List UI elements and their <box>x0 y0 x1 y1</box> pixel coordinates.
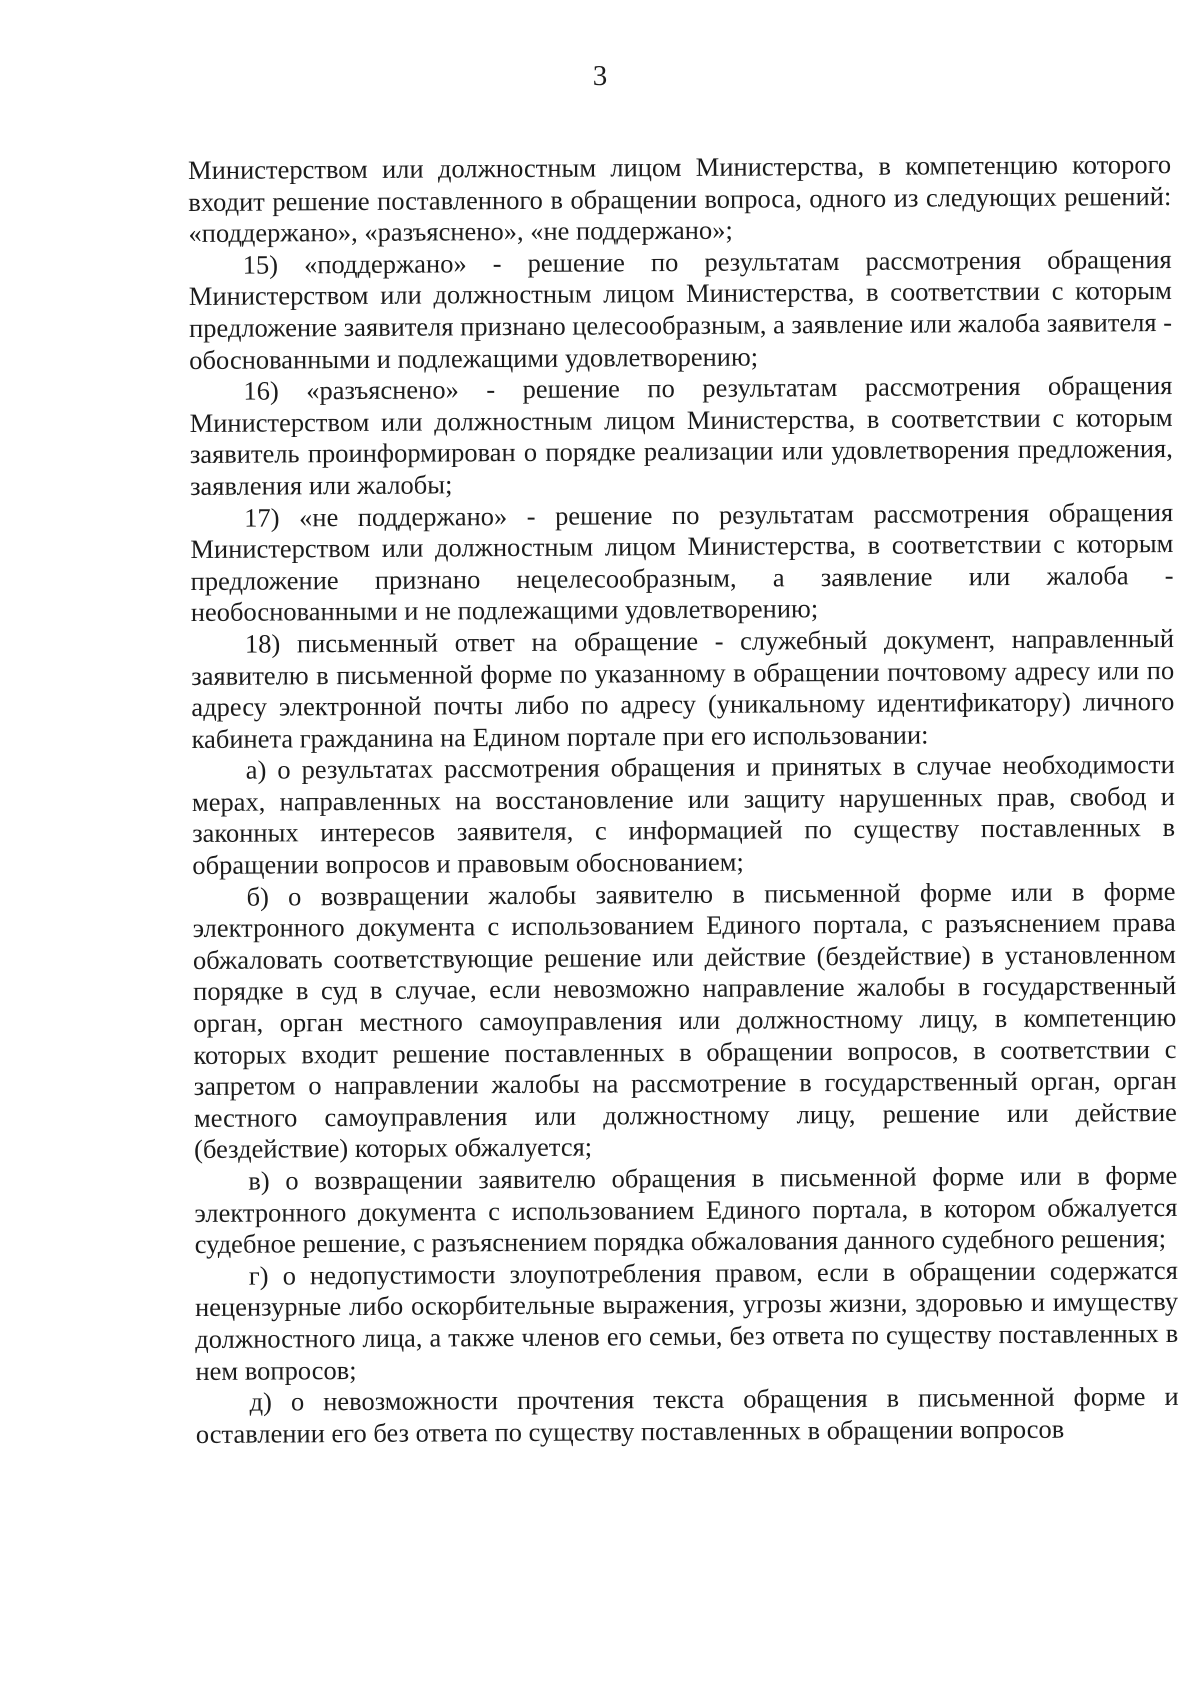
paragraph-item-15: 15) «поддержано» - решение по результатам рассмотрения обращения Министерством или должностным лицом Министерства, в соответствии с которым предложение заявителя признано целесообразным, а заявление или жалоба заявителя - обоснованными и подлежащими удовлетворению; <box>188 243 1173 375</box>
document-body <box>188 149 1179 1450</box>
subitem-g: г) о недопустимости злоупотребления правом, если в обращении содержатся нецензурные либо оскорбительные выражения, угрозы жизни, здоровью и имуществу должностного лица, а также членов его семьи, без ответа по существу поставленных в нем вопросов; <box>194 1254 1179 1386</box>
subitem-v: в) о возвращении заявителю обращения в письменной форме или в форме электронного документа с использованием Единого портала, в котором обжалуется судебное решение, с разъяснением порядка обжалования данного судебного решения; <box>194 1159 1178 1260</box>
paragraph-item-16: 16) «разъяснено» - решение по результатам рассмотрения обращения Министерством или должностным лицом Министерства, в соответствии с которым заявитель проинформирован о порядке реализации или удовлетворения предложения, заявления или жалобы; <box>189 370 1173 501</box>
paragraph-item-17: 17) «не поддержано» - решение по результатам рассмотрения обращения Министерством или должностным лицом Министерства, в соответствии с которым предложение признано нецелесообразным, а заявление или жалоба - необоснованными и не подлежащими удовлетворению; <box>190 496 1174 628</box>
subitem-b: б) о возвращении жалобы заявителю в письменной форме или в форме электронного документа с использованием Единого портала, с разъяснением права обжаловать соответствующие решение или действие (бездействие) в установленном порядке в суд в случае, если невозможно направление жалобы в государственный орган, орган местного самоуправления или должностному лицу, в компетенцию которых входит решение поставленных в обращении вопросов, в соответствии с запретом о направлении жалобы на рассмотрение в государственный орган, орган местного самоуправления или должностному лицу, решение или действие (бездействие) которых обжалуется; <box>192 875 1177 1165</box>
subitem-d: д) о невозможности прочтения текста обращения в письменной форме и оставлении его без ответа по существу поставленных в обращении вопросов <box>195 1381 1179 1449</box>
paragraph-item-18: 18) письменный ответ на обращение - служебный документ, направленный заявителю в письменной форме по указанному в обращении почтовому адресу или по адресу электронной почты либо по адресу (уникальному идентификатору) личного кабинета гражданина на Едином портале при его использовании: <box>191 622 1175 754</box>
page-number: 3 <box>592 60 608 92</box>
paragraph-continuation: Министерством или должностным лицом Министерства, в компетенцию которого входит решение поставленного в обращении вопроса, одного из следующих решений: «поддержано», «разъяснено», «не поддержано»; <box>188 148 1172 249</box>
subitem-a: а) о результатах рассмотрения обращения и принятых в случае необходимости мерах, направленных на восстановление или защиту нарушенных прав, свобод и законных интересов заявителя, с информацией по существу поставленных в обращении вопросов и правовым обоснованием; <box>191 749 1176 881</box>
